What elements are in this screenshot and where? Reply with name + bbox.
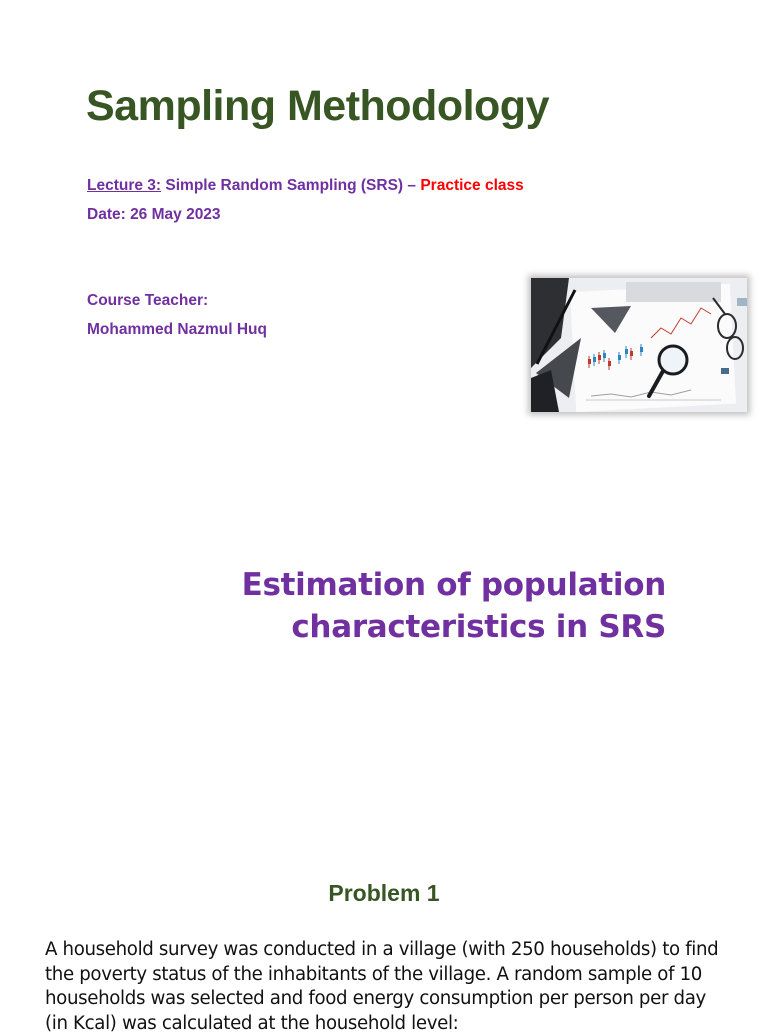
lecture-date: Date: 26 May 2023 bbox=[87, 206, 221, 223]
desk-chart-illustration bbox=[531, 278, 747, 412]
lecture-line bbox=[87, 177, 524, 195]
lecture-topic: Simple Random Sampling (SRS) – bbox=[161, 177, 421, 194]
desk-chart-image bbox=[531, 278, 747, 412]
slide-title: Sampling Methodology bbox=[86, 82, 549, 130]
teacher-label: Course Teacher: bbox=[87, 292, 209, 309]
section-title-line1: Estimation of population bbox=[241, 567, 666, 603]
problem-title bbox=[0, 880, 768, 907]
teacher-name: Mohammed Nazmul Huq bbox=[87, 321, 267, 338]
practice-label: Practice class bbox=[420, 177, 524, 194]
problem-statement: A household survey was conducted in a village (with 250 households) to find the poverty status of the inhabitants of the village. A random sample of 10 households was selected and food energy consumption per person per day (in Kcal) was calculated at the household level: bbox=[45, 939, 719, 1034]
lecture-label: Lecture 3: bbox=[87, 177, 162, 194]
section-title bbox=[242, 564, 666, 648]
section-title-line2: characteristics in SRS bbox=[291, 609, 666, 645]
problem-title-text: Problem 1 bbox=[328, 880, 440, 906]
